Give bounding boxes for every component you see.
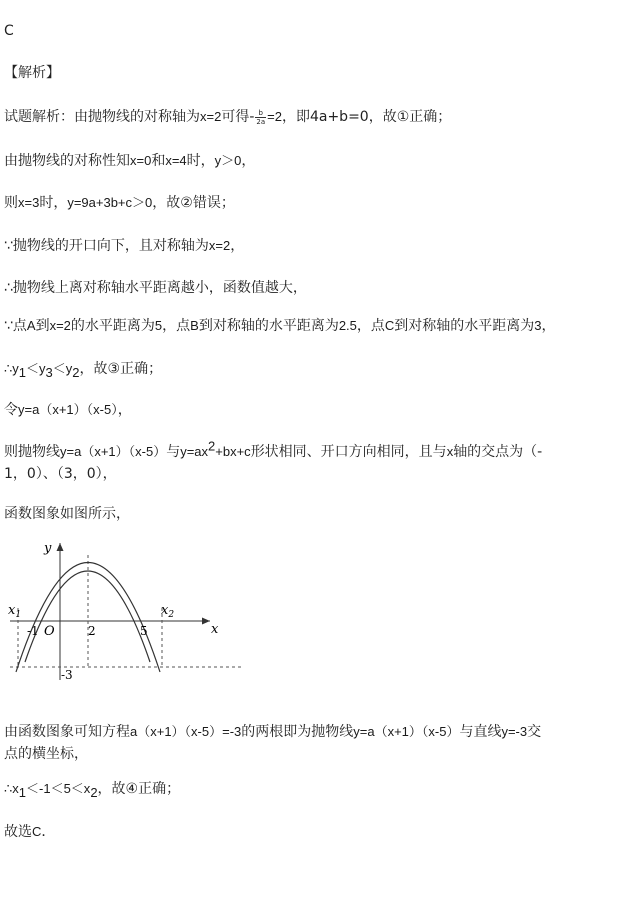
answer-label: C: [4, 23, 14, 39]
line-x-order: $\therefore x_1<-1<5<x_2$，故④正确；: [4, 781, 181, 800]
parabola-graph: [0, 535, 250, 685]
x2-label: $x_2$: [161, 603, 175, 620]
tick-neg3: -3: [61, 668, 73, 682]
analysis-heading: 【解析】: [4, 65, 60, 81]
line-point-distances: ∵点A到x=2的水平距离为5，点B到对称轴的水平距离为2.5，点C到对称轴的水平距离为3，: [4, 318, 556, 334]
line-axis-of-symmetry: 试题解析：由抛物线的对称轴为x=2可得- $\frac{b}{2a}$ =2，即4a+b=0，故①正确；: [4, 108, 452, 126]
tick-5: 5: [140, 624, 148, 638]
origin-label: O: [44, 624, 55, 639]
fraction-b-over-2a: $\frac{b}{2a}$: [256, 108, 266, 126]
line-distance-rule: ∴抛物线上离对称轴水平距离越小，函数值越大，: [4, 280, 307, 296]
line-let-y: 令y=a（x+1）（x-5），: [4, 402, 132, 418]
line-x-equals-3: 则x=3时，y=9a+3b+c＞0，故②错误；: [4, 195, 235, 211]
y-axis-label: y: [44, 541, 52, 556]
line-opens-downward: ∵抛物线的开口向下，且对称轴为x=2，: [4, 238, 245, 254]
tick-neg1: -1: [27, 624, 39, 638]
line-y-order: $\therefore y_1<y_3<y_2$，故③正确；: [4, 361, 163, 380]
line-abscissa: 点的横坐标，: [4, 746, 88, 762]
line-conclusion: 故选C．: [4, 824, 56, 840]
line-graph-intro: 函数图象如图所示，: [4, 506, 130, 522]
y-axis-arrow: [57, 543, 64, 551]
x-axis-arrow: [202, 618, 210, 625]
tick-2: 2: [88, 624, 96, 638]
line-intersections: 1，0）、（3，0），: [4, 466, 117, 482]
line-symmetry: 由抛物线的对称性知x=0和x=4时，y＞0，: [4, 153, 256, 169]
line-equation-roots: 由函数图象可知方程a（x+1）（x-5）=-3的两根即为抛物线y=a（x+1）（x-5）与直线y=-3交: [4, 724, 542, 740]
line-same-shape: 则抛物线y=a（x+1）（x-5）与$y=ax^2+bx+c$形状相同、开口方向相同，且与x轴的交点为（-: [4, 438, 543, 460]
x-axis-label: x: [211, 622, 219, 637]
x1-label: $x_1$: [8, 603, 22, 620]
